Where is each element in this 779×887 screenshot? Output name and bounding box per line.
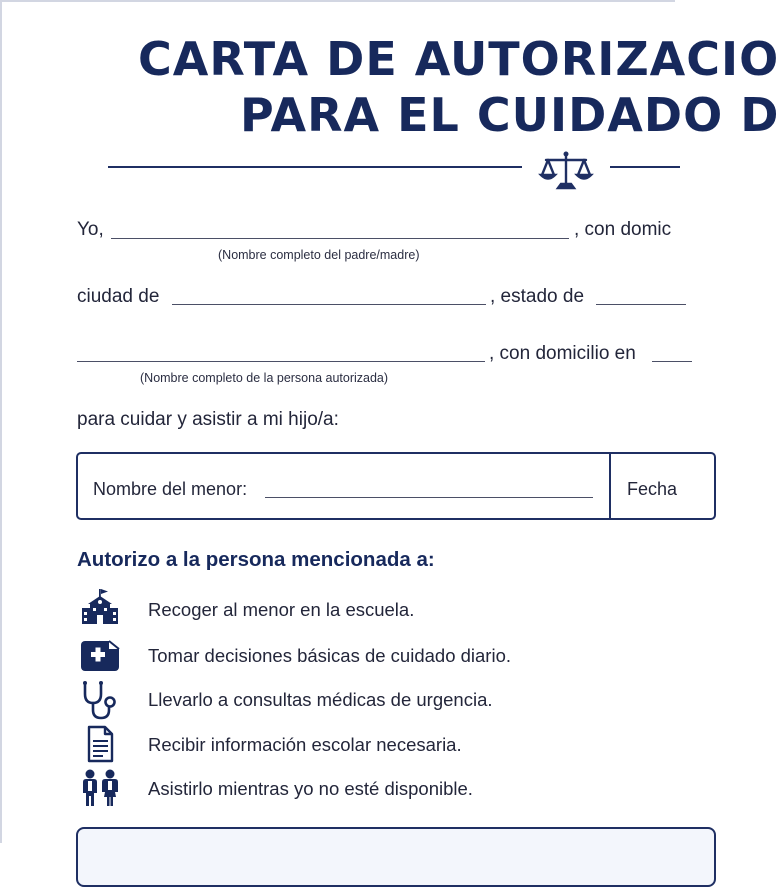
authorization-item-5: Asistirlo mientras yo no esté disponible.	[148, 778, 473, 799]
con-domicilio-label: , con domicilio en	[489, 343, 636, 364]
yo-label: Yo,	[77, 219, 104, 240]
authorizations-heading: Autorizo a la persona mencionada a:	[77, 548, 435, 571]
minor-date-label: Fecha	[627, 479, 678, 499]
authorized-person-caption: (Nombre completo de la persona autorizada)	[140, 371, 389, 385]
parent-name-caption: (Nombre completo del padre/madre)	[218, 248, 420, 262]
estado-label: , estado de	[490, 286, 585, 307]
document-icon	[80, 724, 120, 764]
ciudad-label: ciudad de	[77, 286, 160, 307]
care-intro-text: para cuidar y asistir a mi hijo/a:	[77, 409, 339, 430]
minor-name-label: Nombre del menor:	[93, 479, 248, 499]
children-icon	[80, 768, 120, 808]
state-field[interactable]	[596, 304, 686, 305]
minor-box-divider	[609, 454, 611, 520]
first-aid-icon	[80, 636, 120, 676]
title-divider-right	[610, 166, 680, 168]
domicilio-label: , con domic	[574, 219, 672, 240]
scales-icon	[538, 150, 594, 192]
school-icon	[80, 588, 120, 628]
title-divider-left	[108, 166, 522, 168]
title-line-1: CARTA DE AUTORIZACIO	[138, 32, 779, 86]
authorization-item-4: Recibir información escolar necesaria.	[148, 734, 462, 755]
authorized-person-field[interactable]	[77, 361, 485, 362]
authorization-item-2: Tomar decisiones básicas de cuidado diario.	[148, 645, 512, 666]
bottom-info-box	[76, 827, 716, 887]
title-line-2: PARA EL CUIDADO D	[240, 88, 779, 142]
authorization-item-1: Recoger al menor en la escuela.	[148, 599, 415, 620]
stethoscope-icon	[80, 680, 120, 720]
parent-name-field[interactable]	[111, 238, 569, 239]
authorization-item-3: Llevarlo a consultas médicas de urgencia.	[148, 689, 493, 710]
city-field[interactable]	[172, 304, 486, 305]
authorized-address-field[interactable]	[652, 361, 692, 362]
minor-name-field[interactable]	[265, 497, 593, 498]
